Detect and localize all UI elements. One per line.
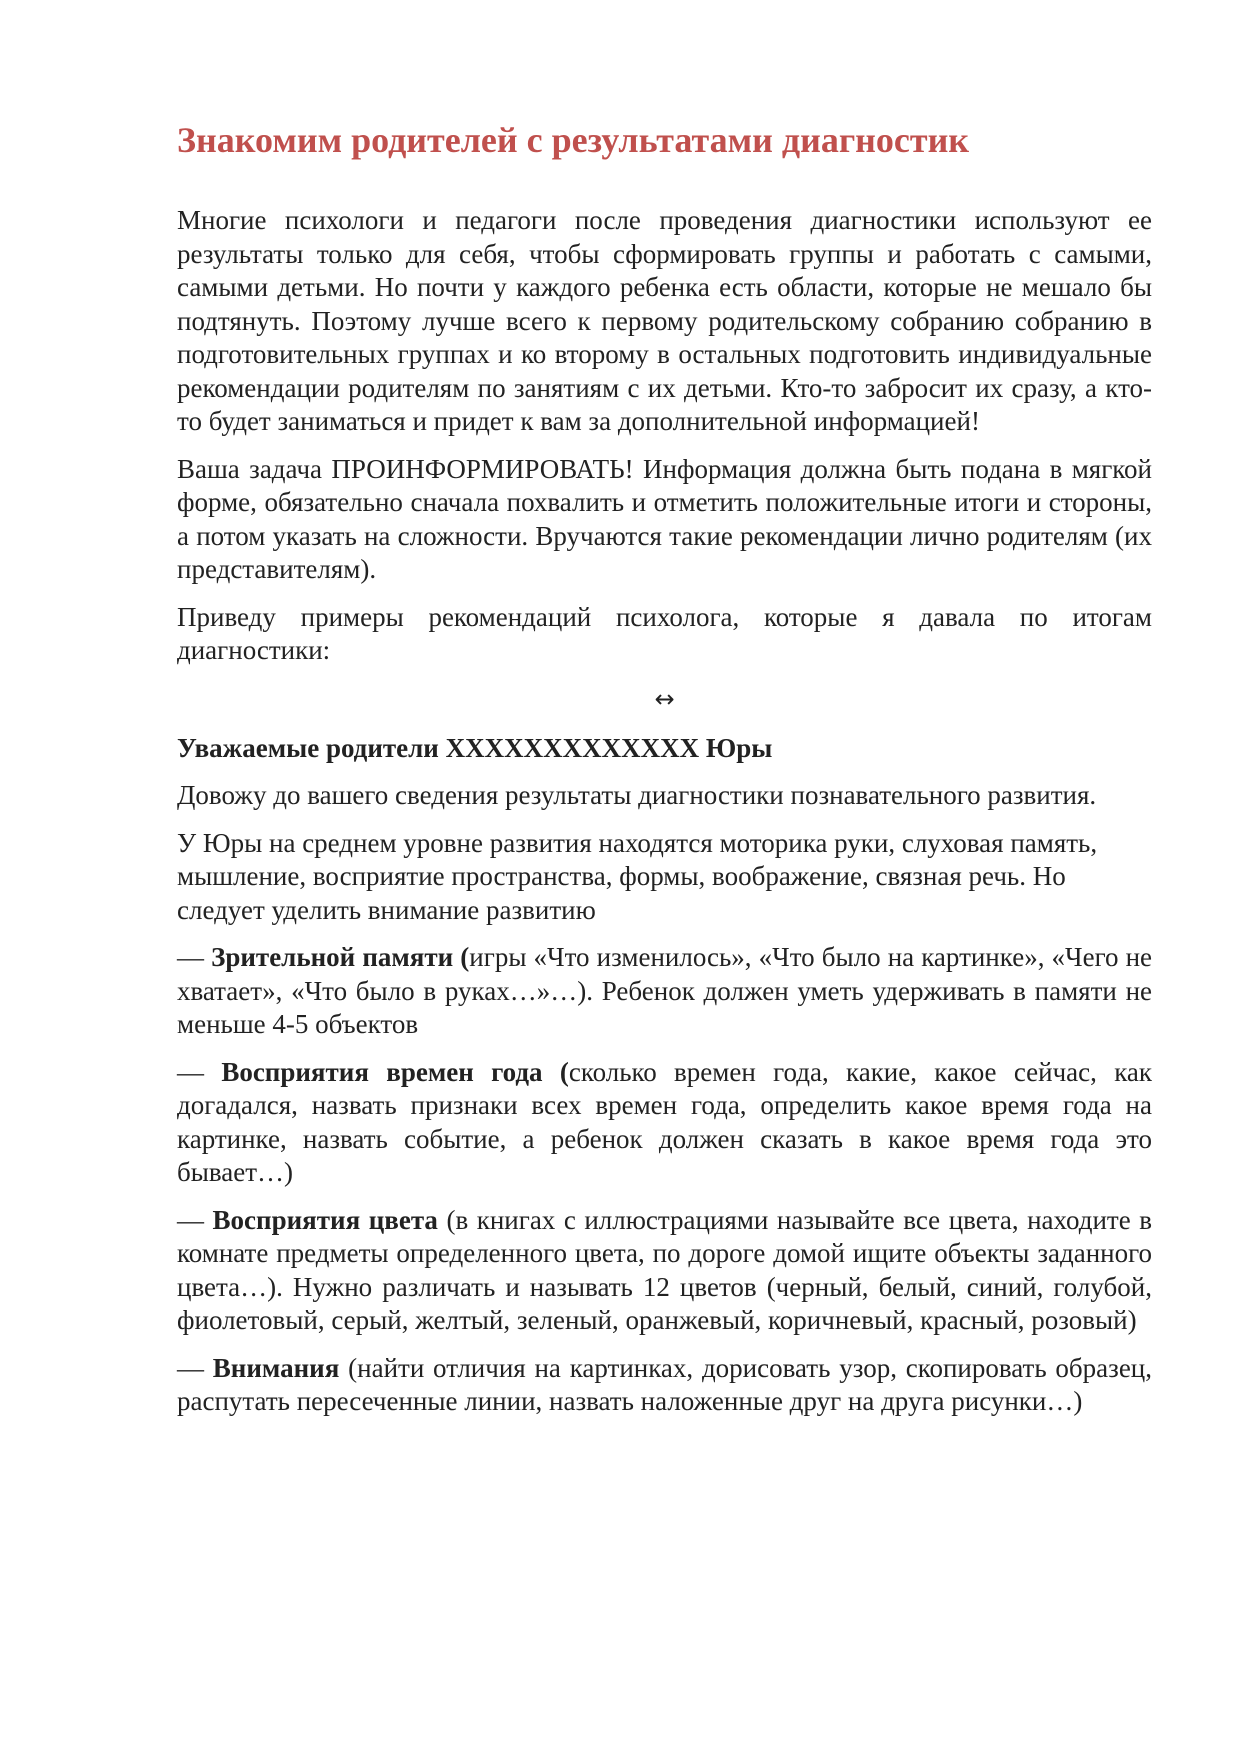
letter-greeting: Уважаемые родители XXXXXXXXXXXXX Юры bbox=[177, 732, 773, 763]
item-dash: — bbox=[177, 942, 212, 972]
item-text: игры «Что изменилось», «Что было на картинке», «Чего не хватает», «Что было в руках…»…). Ребенок должен уметь удерживать в памяти не меньше 4-5 объектов bbox=[177, 942, 1153, 1039]
intro-paragraph: Многие психологи и педагоги после проведения диагностики используют ее результаты только для себя, чтобы сформировать группы и работать с самыми, самыми детьми. Но почти у каждого ребенка есть области, которые не мешало бы подтянуть. Поэтому лучше всего к первому родительскому собранию собранию в подготовительных группах и ко второму в остальных подготовить индивидуальные рекомендации родителям по занятиям с их детьми. Кто-то забросит их сразу, а кто-то будет заниматься и придет к вам за дополнительной информацией! bbox=[177, 205, 1152, 436]
recommendation-item bbox=[177, 1204, 1152, 1338]
intro-paragraph: Ваша задача ПРОИНФОРМИРОВАТЬ! Информация должна быть подана в мягкой форме, обязательно сначала похвалить и отметить положительные итоги и стороны, а потом указать на сложности. Вручаются такие рекомендации лично родителям (их представителям). bbox=[177, 453, 1152, 584]
letter-paragraph: У Юры на среднем уровне развития находятся моторика руки, слуховая память, мышление, восприятие пространства, формы, воображение, связная речь. Но следует уделить внимание развитию bbox=[177, 827, 1098, 925]
item-dash: — bbox=[177, 1056, 222, 1087]
item-heading: Восприятия времен года ( bbox=[221, 1056, 569, 1087]
item-heading: Внимания bbox=[212, 1352, 340, 1383]
item-text: (в книгах с иллюстрациями называйте все цвета, находите в комнате предметы определенного цвета, по дороге домой ищите объекты заданного цвета…). Нужно различать и называть 12 цветов (черный, белый, синий, голубой, фиолетовый, серый, желтый, зеленый, оранжевый, коричневый, красный, розовый) bbox=[177, 1204, 1152, 1335]
item-dash: — bbox=[177, 1352, 213, 1383]
letter-paragraph: Довожу до вашего сведения результаты диагностики познавательного развития. bbox=[177, 780, 1097, 810]
intro-paragraph: Приведу примеры рекомендаций психолога, которые я давала по итогам диагностики: bbox=[177, 601, 1152, 665]
recommendation-item bbox=[177, 1352, 1152, 1419]
item-text: (найти отличия на картинках, дорисовать узор, скопировать образец, распутать пересеченные линии, назвать наложенные друг на друга рисунки…) bbox=[177, 1352, 1153, 1416]
item-text: сколько времен года, какие, какое сейчас, как догадался, назвать признаки всех времен года, определить какое время года на картинке, назвать событие, а ребенок должен сказать в какое время года это бывает…) bbox=[177, 1056, 1152, 1187]
document-title: Знакомим родителей с результатами диагностик bbox=[177, 120, 970, 160]
item-dash: — bbox=[177, 1204, 213, 1235]
section-separator: ↔ bbox=[654, 684, 675, 713]
document-body bbox=[177, 118, 1152, 1433]
recommendation-item bbox=[177, 941, 1152, 1042]
recommendation-item bbox=[177, 1056, 1152, 1190]
item-heading: Зрительной памяти ( bbox=[211, 942, 470, 972]
item-heading: Восприятия цвета bbox=[212, 1204, 438, 1235]
